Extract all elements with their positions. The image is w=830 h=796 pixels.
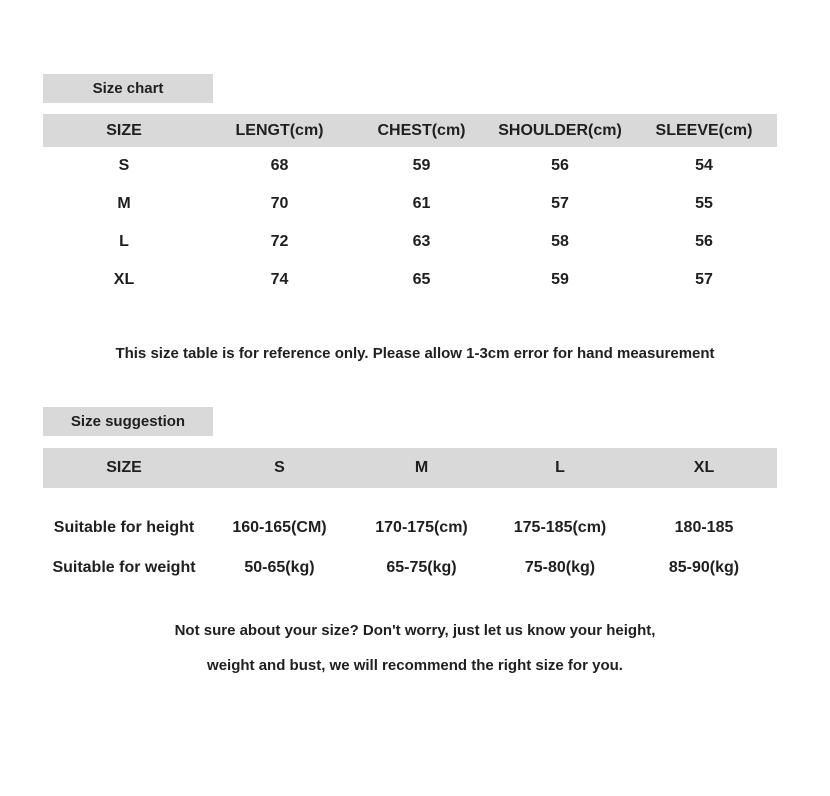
size-chart-header-sleeve: SLEEVE(cm) [655,121,753,139]
table-row [43,548,777,588]
size-help-note-line2: weight and bust, we will recommend the right size for you. [207,657,623,674]
value-cell: 50-65(kg) [244,559,315,576]
value-cell: 61 [412,195,431,212]
size-suggestion-header-l: L [555,459,565,476]
value-cell: 68 [270,157,289,174]
size-suggestion-table [43,448,777,588]
size-suggestion-header-size: SIZE [106,459,142,476]
size-chart-header-shoulder: SHOULDER(cm) [498,121,622,139]
value-cell: 170-175(cm) [375,519,468,536]
size-suggestion-title: Size suggestion [43,407,213,436]
size-suggestion-header-xl: XL [693,459,715,476]
value-cell: 63 [412,233,431,250]
value-cell: 56 [551,157,569,174]
value-cell: 55 [695,195,713,212]
size-cell: S [118,157,130,174]
size-chart-header-size: SIZE [106,121,142,139]
value-cell: 65-75(kg) [386,559,457,576]
value-cell: 57 [695,271,713,288]
value-cell: 160-165(CM) [232,519,327,536]
value-cell: 57 [551,195,569,212]
size-suggestion-header-row [43,448,777,488]
size-chart-table [43,114,777,299]
value-cell: 58 [551,233,569,250]
table-gap [43,488,777,508]
value-cell: 70 [270,195,289,212]
size-help-note-line1: Not sure about your size? Don't worry, just let us know your height, [174,622,656,639]
value-cell: 180-185 [674,519,734,536]
table-row [43,261,777,299]
row-label-cell: Suitable for weight [52,559,196,576]
table-row [43,223,777,261]
size-cell: XL [113,271,135,288]
size-help-note [0,613,830,683]
size-chart-note: This size table is for reference only. Please allow 1-3cm error for hand measurement [115,345,715,362]
size-chart-header-chest: CHEST(cm) [377,121,466,139]
size-suggestion-header-s: S [274,459,285,476]
size-chart-header-length: LENGT(cm) [235,121,324,139]
size-cell: L [119,233,129,250]
value-cell: 59 [412,157,431,174]
value-cell: 54 [695,157,713,174]
size-chart-title: Size chart [43,74,213,103]
row-label-cell: Suitable for height [53,519,195,536]
size-chart-header-row [43,114,777,147]
size-suggestion-header-m: M [414,459,429,476]
value-cell: 85-90(kg) [668,559,740,576]
value-cell: 75-80(kg) [524,559,596,576]
value-cell: 65 [412,271,431,288]
table-row [43,508,777,548]
value-cell: 56 [695,233,713,250]
value-cell: 72 [270,233,289,250]
value-cell: 175-185(cm) [513,519,607,536]
size-cell: M [117,195,131,212]
value-cell: 59 [551,271,569,288]
value-cell: 74 [270,271,289,288]
table-row [43,147,777,185]
table-row [43,185,777,223]
